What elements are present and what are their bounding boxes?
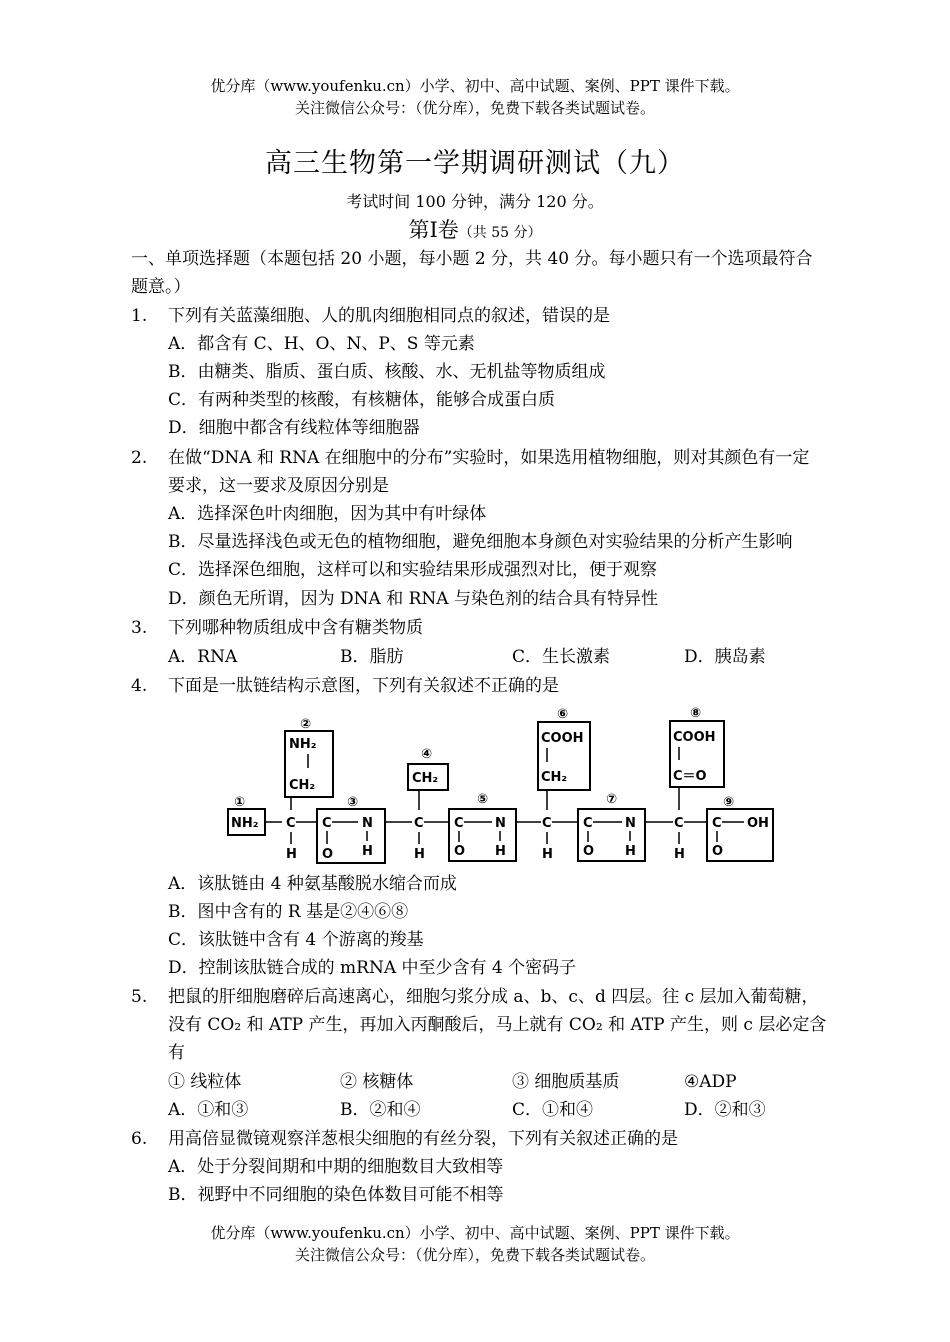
question-stem: 下面是一肽链结构示意图，下列有关叙述不正确的是 xyxy=(168,676,559,696)
label-2: ② xyxy=(300,717,312,732)
hydrogen-label: H xyxy=(495,844,506,859)
carbon-label: C xyxy=(583,816,593,831)
option-d: D．胰岛素 xyxy=(684,647,766,667)
question-stem: 用高倍显微镜观察洋葱根尖细胞的有丝分裂，下列有关叙述正确的是 xyxy=(168,1129,678,1149)
carbon-label: C xyxy=(712,816,722,831)
section-instructions-line-2: 题意。） xyxy=(131,277,191,297)
label-4: ④ xyxy=(421,747,433,762)
volume-heading xyxy=(0,214,950,244)
footer-line-1: 优分库（www.youfenku.cn）小学、初中、高中试题、案例、PPT 课件下载。 xyxy=(210,1224,740,1242)
oh-label: OH xyxy=(747,816,769,831)
option-b: B．图中含有的 R 基是②④⑥⑧ xyxy=(168,902,409,922)
exam-info: 考试时间 100 分钟，满分 120 分。 xyxy=(346,192,604,211)
carbon-label: C xyxy=(454,816,464,831)
label-3: ③ xyxy=(347,795,359,810)
question-stem: 下列哪种物质组成中含有糖类物质 xyxy=(168,618,423,638)
question-stem: 要求，这一要求及原因分别是 xyxy=(168,476,389,496)
option-a: A．选择深色叶肉细胞，因为其中有叶绿体 xyxy=(168,504,487,524)
question-stem: 下列有关蓝藻细胞、人的肌肉细胞相同点的叙述，错误的是 xyxy=(168,306,610,326)
label-6: ⑥ xyxy=(557,707,569,722)
question-number: 1. xyxy=(131,306,148,326)
carbon-label: C xyxy=(322,816,332,831)
cooh-label: COOH xyxy=(673,730,716,745)
carbon-label: C xyxy=(414,816,424,831)
cooh-label: COOH xyxy=(541,731,584,746)
option-b: B．脂肪 xyxy=(340,647,404,667)
option-c: C．选择深色细胞，这样可以和实验结果形成强烈对比，便于观察 xyxy=(168,560,658,580)
hydrogen-label: H xyxy=(414,847,425,862)
question-stem: 把鼠的肝细胞磨碎后高速离心，细胞匀浆分成 a、b、c、d 四层。往 c 层加入葡萄糖， xyxy=(168,987,819,1007)
header-line-2: 关注微信公众号：（优分库），免费下载各类试题试卷。 xyxy=(294,99,655,117)
nh2-label: NH₂ xyxy=(289,737,317,752)
option-c: C．有两种类型的核酸，有核糖体，能够合成蛋白质 xyxy=(168,390,556,410)
label-1: ① xyxy=(234,795,246,810)
question-number: 2. xyxy=(131,448,148,468)
nh2-label: NH₂ xyxy=(231,816,259,831)
header-line-1: 优分库（www.youfenku.cn）小学、初中、高中试题、案例、PPT 课件下载。 xyxy=(210,77,740,95)
option-b: B．由糖类、脂质、蛋白质、核酸、水、无机盐等物质组成 xyxy=(168,362,606,382)
footer-line-2: 关注微信公众号：（优分库），免费下载各类试题试卷。 xyxy=(294,1246,655,1264)
carbon-label: C xyxy=(542,816,552,831)
hydrogen-label: H xyxy=(542,847,553,862)
section-instructions-line-1: 一、单项选择题（本题包括 20 小题，每小题 2 分，共 40 分。每小题只有一个选项最符合 xyxy=(131,249,813,269)
option-d: D．细胞中都含有线粒体等细胞器 xyxy=(168,418,420,438)
option-d: D．②和③ xyxy=(684,1100,766,1120)
label-7: ⑦ xyxy=(606,792,618,807)
option-d: D．控制该肽链合成的 mRNA 中至少含有 4 个密码子 xyxy=(168,958,577,978)
volume-title: 第Ⅰ卷 xyxy=(408,218,459,242)
option-b: B．视野中不同细胞的染色体数目可能不相等 xyxy=(168,1185,504,1205)
option-c: C．该肽链中含有 4 个游离的羧基 xyxy=(168,930,424,950)
page-title: 高三生物第一学期调研测试（九） xyxy=(265,148,685,179)
question-stem: 在做“DNA 和 RNA 在细胞中的分布”实验时，如果选用植物细胞，则对其颜色有一定 xyxy=(168,448,810,468)
question-number: 6. xyxy=(131,1129,148,1149)
label-9: ⑨ xyxy=(723,795,735,810)
choice-item: ① 线粒体 xyxy=(168,1072,242,1092)
option-c: C．①和④ xyxy=(512,1100,594,1120)
hydrogen-label: H xyxy=(286,847,297,862)
option-c: C．生长激素 xyxy=(512,647,611,667)
question-number: 4. xyxy=(131,676,148,696)
question-number: 5. xyxy=(131,987,148,1007)
question-stem: 有 xyxy=(168,1043,185,1063)
hydrogen-label: H xyxy=(674,847,685,862)
option-a: A．都含有 C、H、O、N、P、S 等元素 xyxy=(168,334,475,354)
oxygen-label: O xyxy=(454,844,466,859)
nitrogen-label: N xyxy=(495,816,506,831)
option-b: B．②和④ xyxy=(340,1100,421,1120)
option-d: D．颜色无所谓，因为 DNA 和 RNA 与染色剂的结合具有特异性 xyxy=(168,589,658,609)
oxygen-label: O xyxy=(583,844,595,859)
c-eq-o-label: C＝O xyxy=(673,769,707,784)
choice-item: ③ 细胞质基质 xyxy=(512,1072,620,1092)
option-b: B．尽量选择浅色或无色的植物细胞，避免细胞本身颜色对实验结果的分析产生影响 xyxy=(168,532,793,552)
option-a: A．该肽链由 4 种氨基酸脱水缩合而成 xyxy=(168,874,457,894)
carbon-label: C xyxy=(674,816,684,831)
nitrogen-label: N xyxy=(625,816,636,831)
ch2-label: CH₂ xyxy=(289,778,316,793)
ch2-label: CH₂ xyxy=(412,771,439,786)
option-a: A．RNA xyxy=(168,647,238,667)
option-a: A．处于分裂间期和中期的细胞数目大致相等 xyxy=(168,1157,504,1177)
oxygen-label: O xyxy=(322,847,334,862)
carbon-label: C xyxy=(286,816,296,831)
choice-item: ② 核糖体 xyxy=(340,1072,414,1092)
label-5: ⑤ xyxy=(477,792,489,807)
hydrogen-label: H xyxy=(625,844,636,859)
peptide-chain-diagram xyxy=(220,700,780,870)
option-a: A．①和③ xyxy=(168,1100,249,1120)
label-8: ⑧ xyxy=(690,706,702,721)
hydrogen-label: H xyxy=(362,844,373,859)
volume-score: （共 55 分） xyxy=(458,225,542,241)
nitrogen-label: N xyxy=(362,816,373,831)
choice-item: ④ADP xyxy=(684,1072,737,1092)
ch2-label: CH₂ xyxy=(541,770,568,785)
question-number: 3. xyxy=(131,618,148,638)
oxygen-label: O xyxy=(712,844,724,859)
question-stem: 没有 CO₂ 和 ATP 产生，再加入丙酮酸后，马上就有 CO₂ 和 ATP 产生，则 c 层必定含 xyxy=(168,1015,827,1035)
